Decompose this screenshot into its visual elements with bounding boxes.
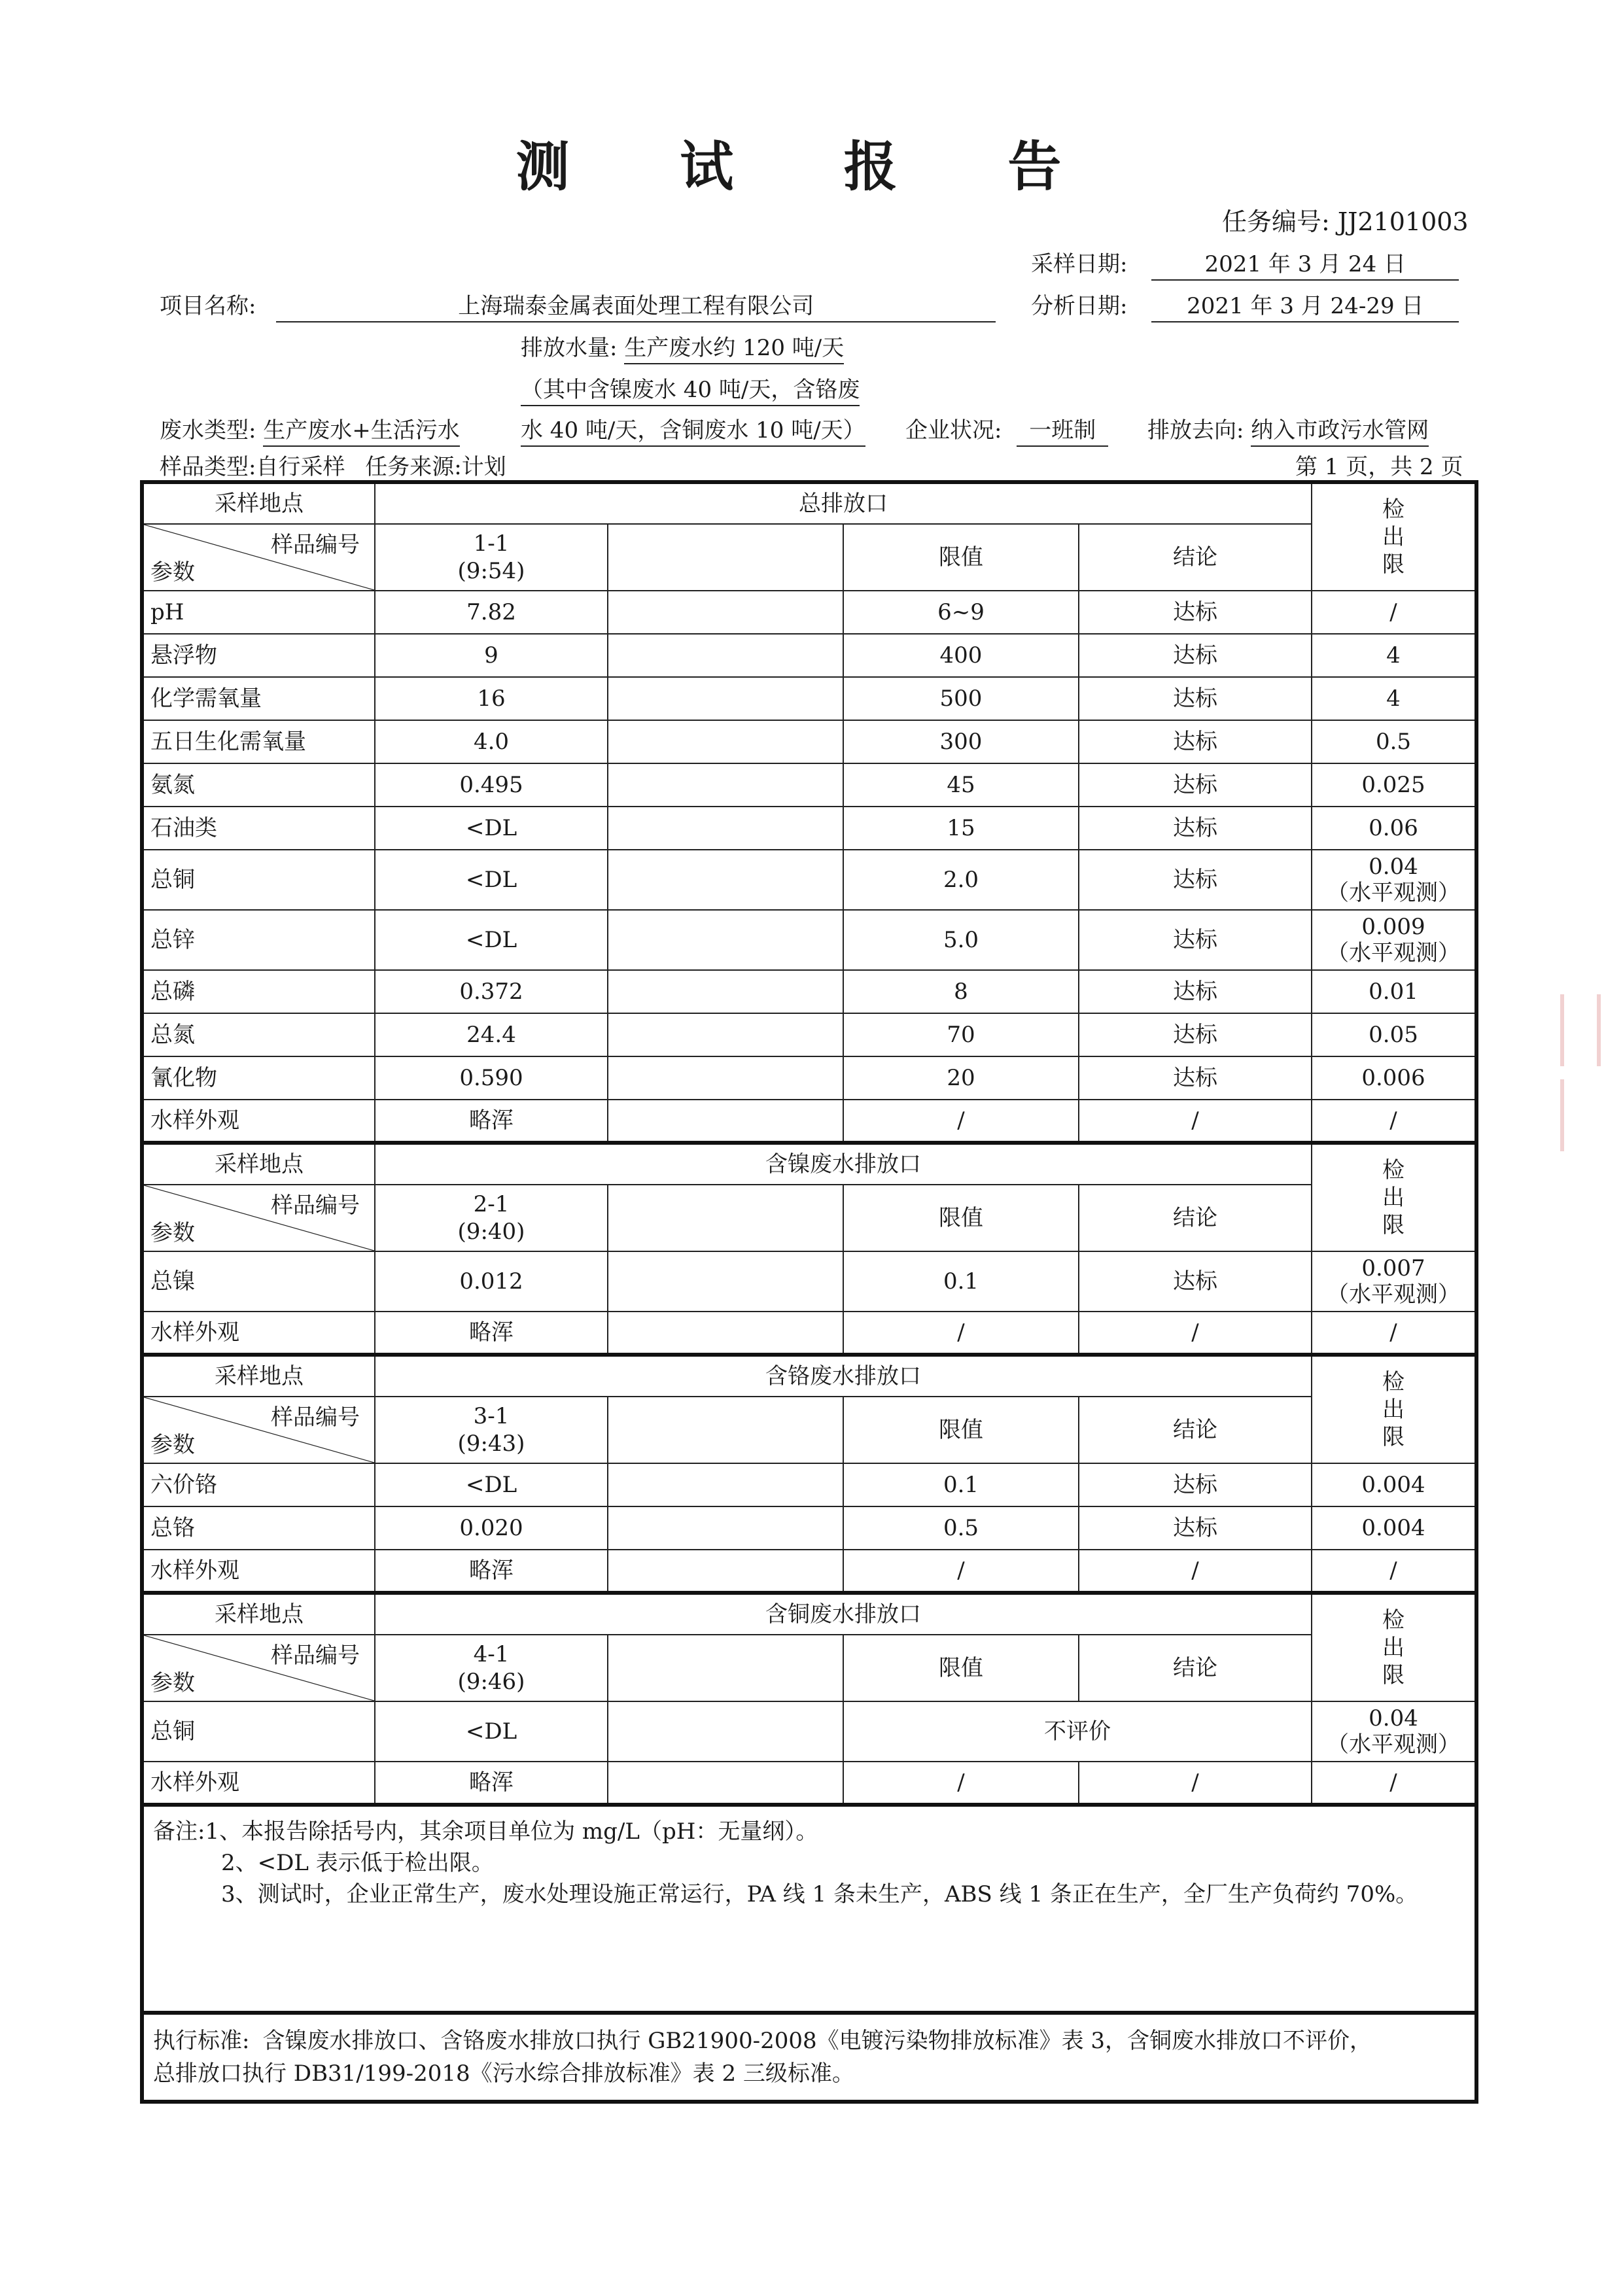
measured-value: <DL bbox=[375, 910, 608, 970]
sample-type bbox=[160, 449, 506, 481]
sample-id: 3-1 bbox=[473, 1403, 510, 1429]
detection-limit-header-char: 出 bbox=[1382, 1185, 1405, 1211]
empty-cell bbox=[608, 807, 843, 850]
detection-limit-header bbox=[1312, 1355, 1476, 1463]
parameter-name: 六价铬 bbox=[142, 1463, 375, 1506]
empty-cell bbox=[608, 1100, 843, 1143]
detection-limit-value bbox=[1312, 1550, 1476, 1593]
detection-limit-method: （水平观测） bbox=[1327, 1731, 1460, 1758]
detection-limit-header bbox=[1312, 1143, 1476, 1251]
parameter-name: 水样外观 bbox=[142, 1312, 375, 1355]
wastewater-type bbox=[160, 412, 460, 447]
empty-cell bbox=[608, 1550, 843, 1593]
parameter-name: 五日生化需氧量 bbox=[142, 720, 375, 763]
conclusion-value: 达标 bbox=[1079, 677, 1312, 720]
empty-cell bbox=[608, 1506, 843, 1550]
discharge-detail-2 bbox=[521, 412, 865, 447]
table-row bbox=[142, 807, 1476, 850]
report-table bbox=[140, 480, 1478, 2104]
note-1-text: 1、本报告除括号内，其余项目单位为 mg/L（pH：无量纲）。 bbox=[205, 1818, 818, 1845]
detection-limit-value bbox=[1312, 850, 1476, 910]
detection-limit-header-char: 出 bbox=[1382, 1635, 1405, 1661]
enterprise-status-value: 一班制 bbox=[1017, 412, 1108, 447]
table-row bbox=[142, 1550, 1476, 1593]
task-number-label: 任务编号: bbox=[1222, 207, 1330, 236]
sample-time: (9:43) bbox=[457, 1431, 525, 1457]
sample-number-label: 样品编号 bbox=[271, 532, 360, 558]
discharge-destination-label: 排放去向: bbox=[1147, 417, 1244, 444]
limit-value: / bbox=[843, 1762, 1079, 1805]
note-3: 3、测试时，企业正常生产，废水处理设施正常运行，PA 线 1 条未生产，ABS 线 1 条正在生产，全厂生产负荷约 70%。 bbox=[221, 1881, 1418, 1907]
measured-value: <DL bbox=[375, 1463, 608, 1506]
sampling-location-value: 含铜废水排放口 bbox=[375, 1593, 1312, 1635]
parameter-name: 水样外观 bbox=[142, 1762, 375, 1805]
conclusion-value: 达标 bbox=[1079, 910, 1312, 970]
param-sample-diagonal-header bbox=[142, 524, 375, 591]
conclusion-value: / bbox=[1079, 1312, 1312, 1355]
detection-limit-number: / bbox=[1389, 1319, 1397, 1346]
task-source-value: 计划 bbox=[461, 454, 506, 480]
detection-limit-header-char: 检 bbox=[1382, 1369, 1405, 1395]
detection-limit-header-char: 出 bbox=[1382, 1397, 1405, 1423]
detection-limit-number: 0.007 bbox=[1361, 1255, 1425, 1281]
limit-value: 0.5 bbox=[843, 1506, 1079, 1550]
task-source-label: 任务来源: bbox=[365, 454, 462, 480]
parameter-name: 水样外观 bbox=[142, 1100, 375, 1143]
detection-limit-number: 0.009 bbox=[1361, 914, 1425, 940]
detection-limit-number: 4 bbox=[1386, 642, 1401, 669]
wastewater-type-value: 生产废水+生活污水 bbox=[263, 412, 460, 447]
limit-value: 300 bbox=[843, 720, 1079, 763]
conclusion-header: 结论 bbox=[1079, 1635, 1312, 1701]
conclusion-value: 达标 bbox=[1079, 634, 1312, 677]
conclusion-value: / bbox=[1079, 1762, 1312, 1805]
empty-cell bbox=[608, 591, 843, 634]
sample-id: 2-1 bbox=[473, 1191, 510, 1217]
param-sample-diagonal-header bbox=[142, 1397, 375, 1463]
notes-cell bbox=[142, 1805, 1476, 2013]
discharge-detail-text-2: 水 40 吨/天，含铜废水 10 吨/天） bbox=[521, 412, 865, 447]
measured-value: <DL bbox=[375, 1701, 608, 1762]
table-row bbox=[142, 1506, 1476, 1550]
conclusion-value: 达标 bbox=[1079, 763, 1312, 807]
measured-value: <DL bbox=[375, 807, 608, 850]
sample-type-label: 样品类型: bbox=[160, 454, 256, 480]
empty-cell bbox=[608, 910, 843, 970]
detection-limit-number: 0.01 bbox=[1369, 979, 1418, 1005]
parameter-name: 总磷 bbox=[142, 970, 375, 1013]
limit-value: 70 bbox=[843, 1013, 1079, 1056]
parameter-label: 参数 bbox=[150, 559, 195, 585]
discharge-volume bbox=[521, 330, 844, 364]
measured-value: 0.590 bbox=[375, 1056, 608, 1100]
measured-value: 24.4 bbox=[375, 1013, 608, 1056]
measured-value: 略浑 bbox=[375, 1762, 608, 1805]
detection-limit-value bbox=[1312, 677, 1476, 720]
sampling-location-value: 总排放口 bbox=[375, 482, 1312, 524]
empty-cell bbox=[608, 1056, 843, 1100]
section-location-row bbox=[142, 1593, 1476, 1635]
conclusion-value: 达标 bbox=[1079, 1251, 1312, 1312]
detection-limit-value bbox=[1312, 970, 1476, 1013]
parameter-name: 总铜 bbox=[142, 1701, 375, 1762]
detection-limit-number: 0.025 bbox=[1361, 772, 1425, 798]
detection-limit-header-char: 限 bbox=[1382, 1212, 1405, 1238]
empty-cell bbox=[608, 1762, 843, 1805]
sampling-location-label: 采样地点 bbox=[142, 1143, 375, 1185]
detection-limit-value bbox=[1312, 1701, 1476, 1762]
empty-cell bbox=[608, 1701, 843, 1762]
parameter-name: 石油类 bbox=[142, 807, 375, 850]
limit-value: / bbox=[843, 1312, 1079, 1355]
sampling-location-label: 采样地点 bbox=[142, 482, 375, 524]
detection-limit-value bbox=[1312, 1312, 1476, 1355]
execution-standard-label: 执行标准: bbox=[153, 2028, 250, 2054]
analysis-date-value: 2021 年 3 月 24-29 日 bbox=[1151, 288, 1459, 322]
empty-cell bbox=[608, 1251, 843, 1312]
measured-value: 略浑 bbox=[375, 1312, 608, 1355]
conclusion-value: 达标 bbox=[1079, 1463, 1312, 1506]
task-number-value: JJ2101003 bbox=[1337, 207, 1469, 236]
table-row bbox=[142, 677, 1476, 720]
limit-value: 20 bbox=[843, 1056, 1079, 1100]
empty-cell bbox=[608, 850, 843, 910]
table-row bbox=[142, 634, 1476, 677]
discharge-detail-text-1: （其中含镍废水 40 吨/天，含铬废 bbox=[521, 372, 860, 406]
project-name-value: 上海瑞泰金属表面处理工程有限公司 bbox=[276, 288, 996, 322]
detection-limit-value bbox=[1312, 1762, 1476, 1805]
detection-limit-number: 0.05 bbox=[1369, 1022, 1418, 1048]
table-row bbox=[142, 1251, 1476, 1312]
section-header-row bbox=[142, 1635, 1476, 1701]
detection-limit-number: / bbox=[1389, 1557, 1397, 1584]
table-row bbox=[142, 910, 1476, 970]
red-stamp-mark bbox=[1560, 994, 1599, 1151]
table-row bbox=[142, 1013, 1476, 1056]
detection-limit-header-char: 检 bbox=[1382, 1157, 1405, 1183]
conclusion-value: 达标 bbox=[1079, 970, 1312, 1013]
sample-id-cell bbox=[375, 1185, 608, 1251]
detection-limit-number: 0.004 bbox=[1361, 1472, 1425, 1498]
conclusion-value: 达标 bbox=[1079, 720, 1312, 763]
measured-value: 0.020 bbox=[375, 1506, 608, 1550]
conclusion-value: 达标 bbox=[1079, 591, 1312, 634]
table-row bbox=[142, 1100, 1476, 1143]
parameter-name: 总锌 bbox=[142, 910, 375, 970]
parameter-label: 参数 bbox=[150, 1220, 195, 1246]
wastewater-type-label: 废水类型: bbox=[160, 417, 256, 444]
detection-limit-header bbox=[1312, 1593, 1476, 1701]
sample-id-cell bbox=[375, 524, 608, 591]
limit-value: 0.1 bbox=[843, 1463, 1079, 1506]
parameter-label: 参数 bbox=[150, 1670, 195, 1696]
detection-limit-number: 0.04 bbox=[1369, 854, 1418, 880]
sample-date bbox=[1031, 246, 1459, 281]
detection-limit-method: （水平观测） bbox=[1327, 880, 1460, 906]
conclusion-header: 结论 bbox=[1079, 524, 1312, 591]
limit-value: 5.0 bbox=[843, 910, 1079, 970]
note-1 bbox=[153, 1816, 1465, 1847]
table-row bbox=[142, 591, 1476, 634]
detection-limit-number: / bbox=[1389, 1769, 1397, 1796]
detection-limit-number: / bbox=[1389, 599, 1397, 625]
param-sample-diagonal-header bbox=[142, 1635, 375, 1701]
limit-value: 8 bbox=[843, 970, 1079, 1013]
page-info: 第 1 页，共 2 页 bbox=[1295, 454, 1463, 480]
measured-value: 7.82 bbox=[375, 591, 608, 634]
parameter-name: 总铬 bbox=[142, 1506, 375, 1550]
detection-limit-value bbox=[1312, 1013, 1476, 1056]
analysis-date bbox=[1031, 288, 1459, 322]
section-location-row bbox=[142, 1143, 1476, 1185]
sample-time: (9:54) bbox=[457, 558, 525, 584]
note-2: 2、<DL 表示低于检出限。 bbox=[221, 1850, 494, 1876]
limit-header: 限值 bbox=[843, 1397, 1079, 1463]
sampling-location-label: 采样地点 bbox=[142, 1355, 375, 1397]
conclusion-value: 达标 bbox=[1079, 1056, 1312, 1100]
conclusion-value: 达标 bbox=[1079, 1013, 1312, 1056]
detection-limit-number: / bbox=[1389, 1107, 1397, 1134]
empty-cell bbox=[608, 1013, 843, 1056]
conclusion-header: 结论 bbox=[1079, 1185, 1312, 1251]
param-sample-diagonal-header bbox=[142, 1185, 375, 1251]
detection-limit-value bbox=[1312, 1506, 1476, 1550]
section-header-row bbox=[142, 524, 1476, 591]
sample-time: (9:46) bbox=[457, 1669, 525, 1695]
conclusion-value: 达标 bbox=[1079, 1506, 1312, 1550]
sampling-location-value: 含铬废水排放口 bbox=[375, 1355, 1312, 1397]
limit-value: 不评价 bbox=[843, 1701, 1312, 1762]
detection-limit-value bbox=[1312, 1463, 1476, 1506]
detection-limit-header-char: 检 bbox=[1382, 1607, 1405, 1633]
detection-limit-value bbox=[1312, 720, 1476, 763]
measured-value: 9 bbox=[375, 634, 608, 677]
discharge-destination bbox=[1147, 412, 1429, 447]
empty-cell bbox=[608, 634, 843, 677]
execution-standard-line-1: 含镍废水排放口、含铬废水排放口执行 GB21900-2008《电镀污染物排放标准》表 3，含铜废水排放口不评价， bbox=[262, 2028, 1372, 2054]
empty-column bbox=[608, 1635, 843, 1701]
conclusion-value: 达标 bbox=[1079, 850, 1312, 910]
section-location-row bbox=[142, 482, 1476, 524]
execution-standard-row bbox=[142, 2013, 1476, 2102]
parameter-name: 总铜 bbox=[142, 850, 375, 910]
sample-id: 1-1 bbox=[473, 531, 510, 557]
sampling-location-value: 含镍废水排放口 bbox=[375, 1143, 1312, 1185]
table-row bbox=[142, 720, 1476, 763]
table-row bbox=[142, 763, 1476, 807]
detection-limit-header-char: 出 bbox=[1382, 524, 1405, 550]
sample-id-cell bbox=[375, 1397, 608, 1463]
sample-time: (9:40) bbox=[457, 1219, 525, 1245]
parameter-name: 总镍 bbox=[142, 1251, 375, 1312]
detection-limit-method: （水平观测） bbox=[1327, 940, 1460, 966]
conclusion-value: / bbox=[1079, 1100, 1312, 1143]
limit-value: / bbox=[843, 1550, 1079, 1593]
limit-value: 15 bbox=[843, 807, 1079, 850]
detection-limit-method: （水平观测） bbox=[1327, 1281, 1460, 1308]
sample-number-label: 样品编号 bbox=[271, 1643, 360, 1669]
measured-value: 0.372 bbox=[375, 970, 608, 1013]
parameter-name: 氰化物 bbox=[142, 1056, 375, 1100]
measured-value: 4.0 bbox=[375, 720, 608, 763]
sample-id: 4-1 bbox=[473, 1641, 510, 1667]
analysis-date-label: 分析日期: bbox=[1031, 293, 1128, 319]
parameter-label: 参数 bbox=[150, 1432, 195, 1458]
detection-limit-value bbox=[1312, 807, 1476, 850]
limit-value: 45 bbox=[843, 763, 1079, 807]
detection-limit-value bbox=[1312, 634, 1476, 677]
limit-value: 400 bbox=[843, 634, 1079, 677]
limit-header: 限值 bbox=[843, 1185, 1079, 1251]
project-name bbox=[160, 288, 996, 322]
execution-standard-line-2: 总排放口执行 DB31/199-2018《污水综合排放标准》表 2 三级标准。 bbox=[153, 2061, 854, 2087]
detection-limit-value bbox=[1312, 591, 1476, 634]
discharge-volume-value: 生产废水约 120 吨/天 bbox=[624, 330, 844, 364]
table-row bbox=[142, 1312, 1476, 1355]
table-row bbox=[142, 1701, 1476, 1762]
notes-label: 备注: bbox=[153, 1818, 205, 1845]
empty-cell bbox=[608, 1463, 843, 1506]
detection-limit-value bbox=[1312, 1056, 1476, 1100]
measured-value: 0.495 bbox=[375, 763, 608, 807]
table-row bbox=[142, 1762, 1476, 1805]
conclusion-value: 达标 bbox=[1079, 807, 1312, 850]
sampling-location-label: 采样地点 bbox=[142, 1593, 375, 1635]
table-row bbox=[142, 970, 1476, 1013]
detection-limit-value bbox=[1312, 910, 1476, 970]
measured-value: 0.012 bbox=[375, 1251, 608, 1312]
sample-type-value: 自行采样 bbox=[256, 454, 345, 480]
sample-date-label: 采样日期: bbox=[1031, 251, 1128, 277]
empty-column bbox=[608, 1185, 843, 1251]
detection-limit-number: 0.04 bbox=[1369, 1705, 1418, 1731]
parameter-name: 化学需氧量 bbox=[142, 677, 375, 720]
parameter-name: pH bbox=[142, 591, 375, 634]
conclusion-value: / bbox=[1079, 1550, 1312, 1593]
limit-value: 6~9 bbox=[843, 591, 1079, 634]
enterprise-status-label: 企业状况: bbox=[905, 417, 1002, 444]
empty-column bbox=[608, 1397, 843, 1463]
table-row bbox=[142, 850, 1476, 910]
section-location-row bbox=[142, 1355, 1476, 1397]
detection-limit-number: 4 bbox=[1386, 686, 1401, 712]
detection-limit-value bbox=[1312, 1251, 1476, 1312]
limit-header: 限值 bbox=[843, 524, 1079, 591]
table-row bbox=[142, 1463, 1476, 1506]
empty-cell bbox=[608, 1312, 843, 1355]
measured-value: 略浑 bbox=[375, 1100, 608, 1143]
parameter-name: 氨氮 bbox=[142, 763, 375, 807]
detection-limit-number: 0.006 bbox=[1361, 1065, 1425, 1091]
section-header-row bbox=[142, 1397, 1476, 1463]
sample-date-value: 2021 年 3 月 24 日 bbox=[1151, 246, 1459, 281]
discharge-destination-value: 纳入市政污水管网 bbox=[1251, 412, 1429, 447]
notes-row bbox=[142, 1805, 1476, 2013]
limit-value: 0.1 bbox=[843, 1251, 1079, 1312]
limit-value: 2.0 bbox=[843, 850, 1079, 910]
discharge-volume-label: 排放水量: bbox=[521, 335, 618, 361]
empty-cell bbox=[608, 763, 843, 807]
enterprise-status bbox=[905, 412, 1108, 447]
task-number bbox=[1222, 201, 1469, 237]
parameter-name: 水样外观 bbox=[142, 1550, 375, 1593]
detection-limit-header-char: 检 bbox=[1382, 496, 1405, 523]
report-title: 测 试 报 告 bbox=[515, 136, 1108, 198]
parameter-name: 悬浮物 bbox=[142, 634, 375, 677]
detection-limit-value bbox=[1312, 1100, 1476, 1143]
discharge-detail-1 bbox=[521, 372, 860, 406]
empty-cell bbox=[608, 970, 843, 1013]
table-row bbox=[142, 1056, 1476, 1100]
section-header-row bbox=[142, 1185, 1476, 1251]
limit-header: 限值 bbox=[843, 1635, 1079, 1701]
measured-value: 16 bbox=[375, 677, 608, 720]
limit-value: 500 bbox=[843, 677, 1079, 720]
parameter-name: 总氮 bbox=[142, 1013, 375, 1056]
execution-standard-cell bbox=[142, 2013, 1476, 2102]
detection-limit-number: 0.5 bbox=[1375, 729, 1412, 755]
project-name-label: 项目名称: bbox=[160, 293, 256, 319]
measured-value: <DL bbox=[375, 850, 608, 910]
limit-value: / bbox=[843, 1100, 1079, 1143]
measured-value: 略浑 bbox=[375, 1550, 608, 1593]
detection-limit-header-char: 限 bbox=[1382, 1662, 1405, 1688]
detection-limit-header-char: 限 bbox=[1382, 1424, 1405, 1450]
conclusion-header: 结论 bbox=[1079, 1397, 1312, 1463]
sample-number-label: 样品编号 bbox=[271, 1192, 360, 1219]
detection-limit-number: 0.06 bbox=[1369, 815, 1418, 841]
sample-id-cell bbox=[375, 1635, 608, 1701]
detection-limit-header bbox=[1312, 482, 1476, 591]
empty-cell bbox=[608, 677, 843, 720]
empty-column bbox=[608, 524, 843, 591]
detection-limit-value bbox=[1312, 763, 1476, 807]
empty-cell bbox=[608, 720, 843, 763]
detection-limit-number: 0.004 bbox=[1361, 1515, 1425, 1541]
detection-limit-header-char: 限 bbox=[1382, 551, 1405, 578]
sample-number-label: 样品编号 bbox=[271, 1404, 360, 1431]
